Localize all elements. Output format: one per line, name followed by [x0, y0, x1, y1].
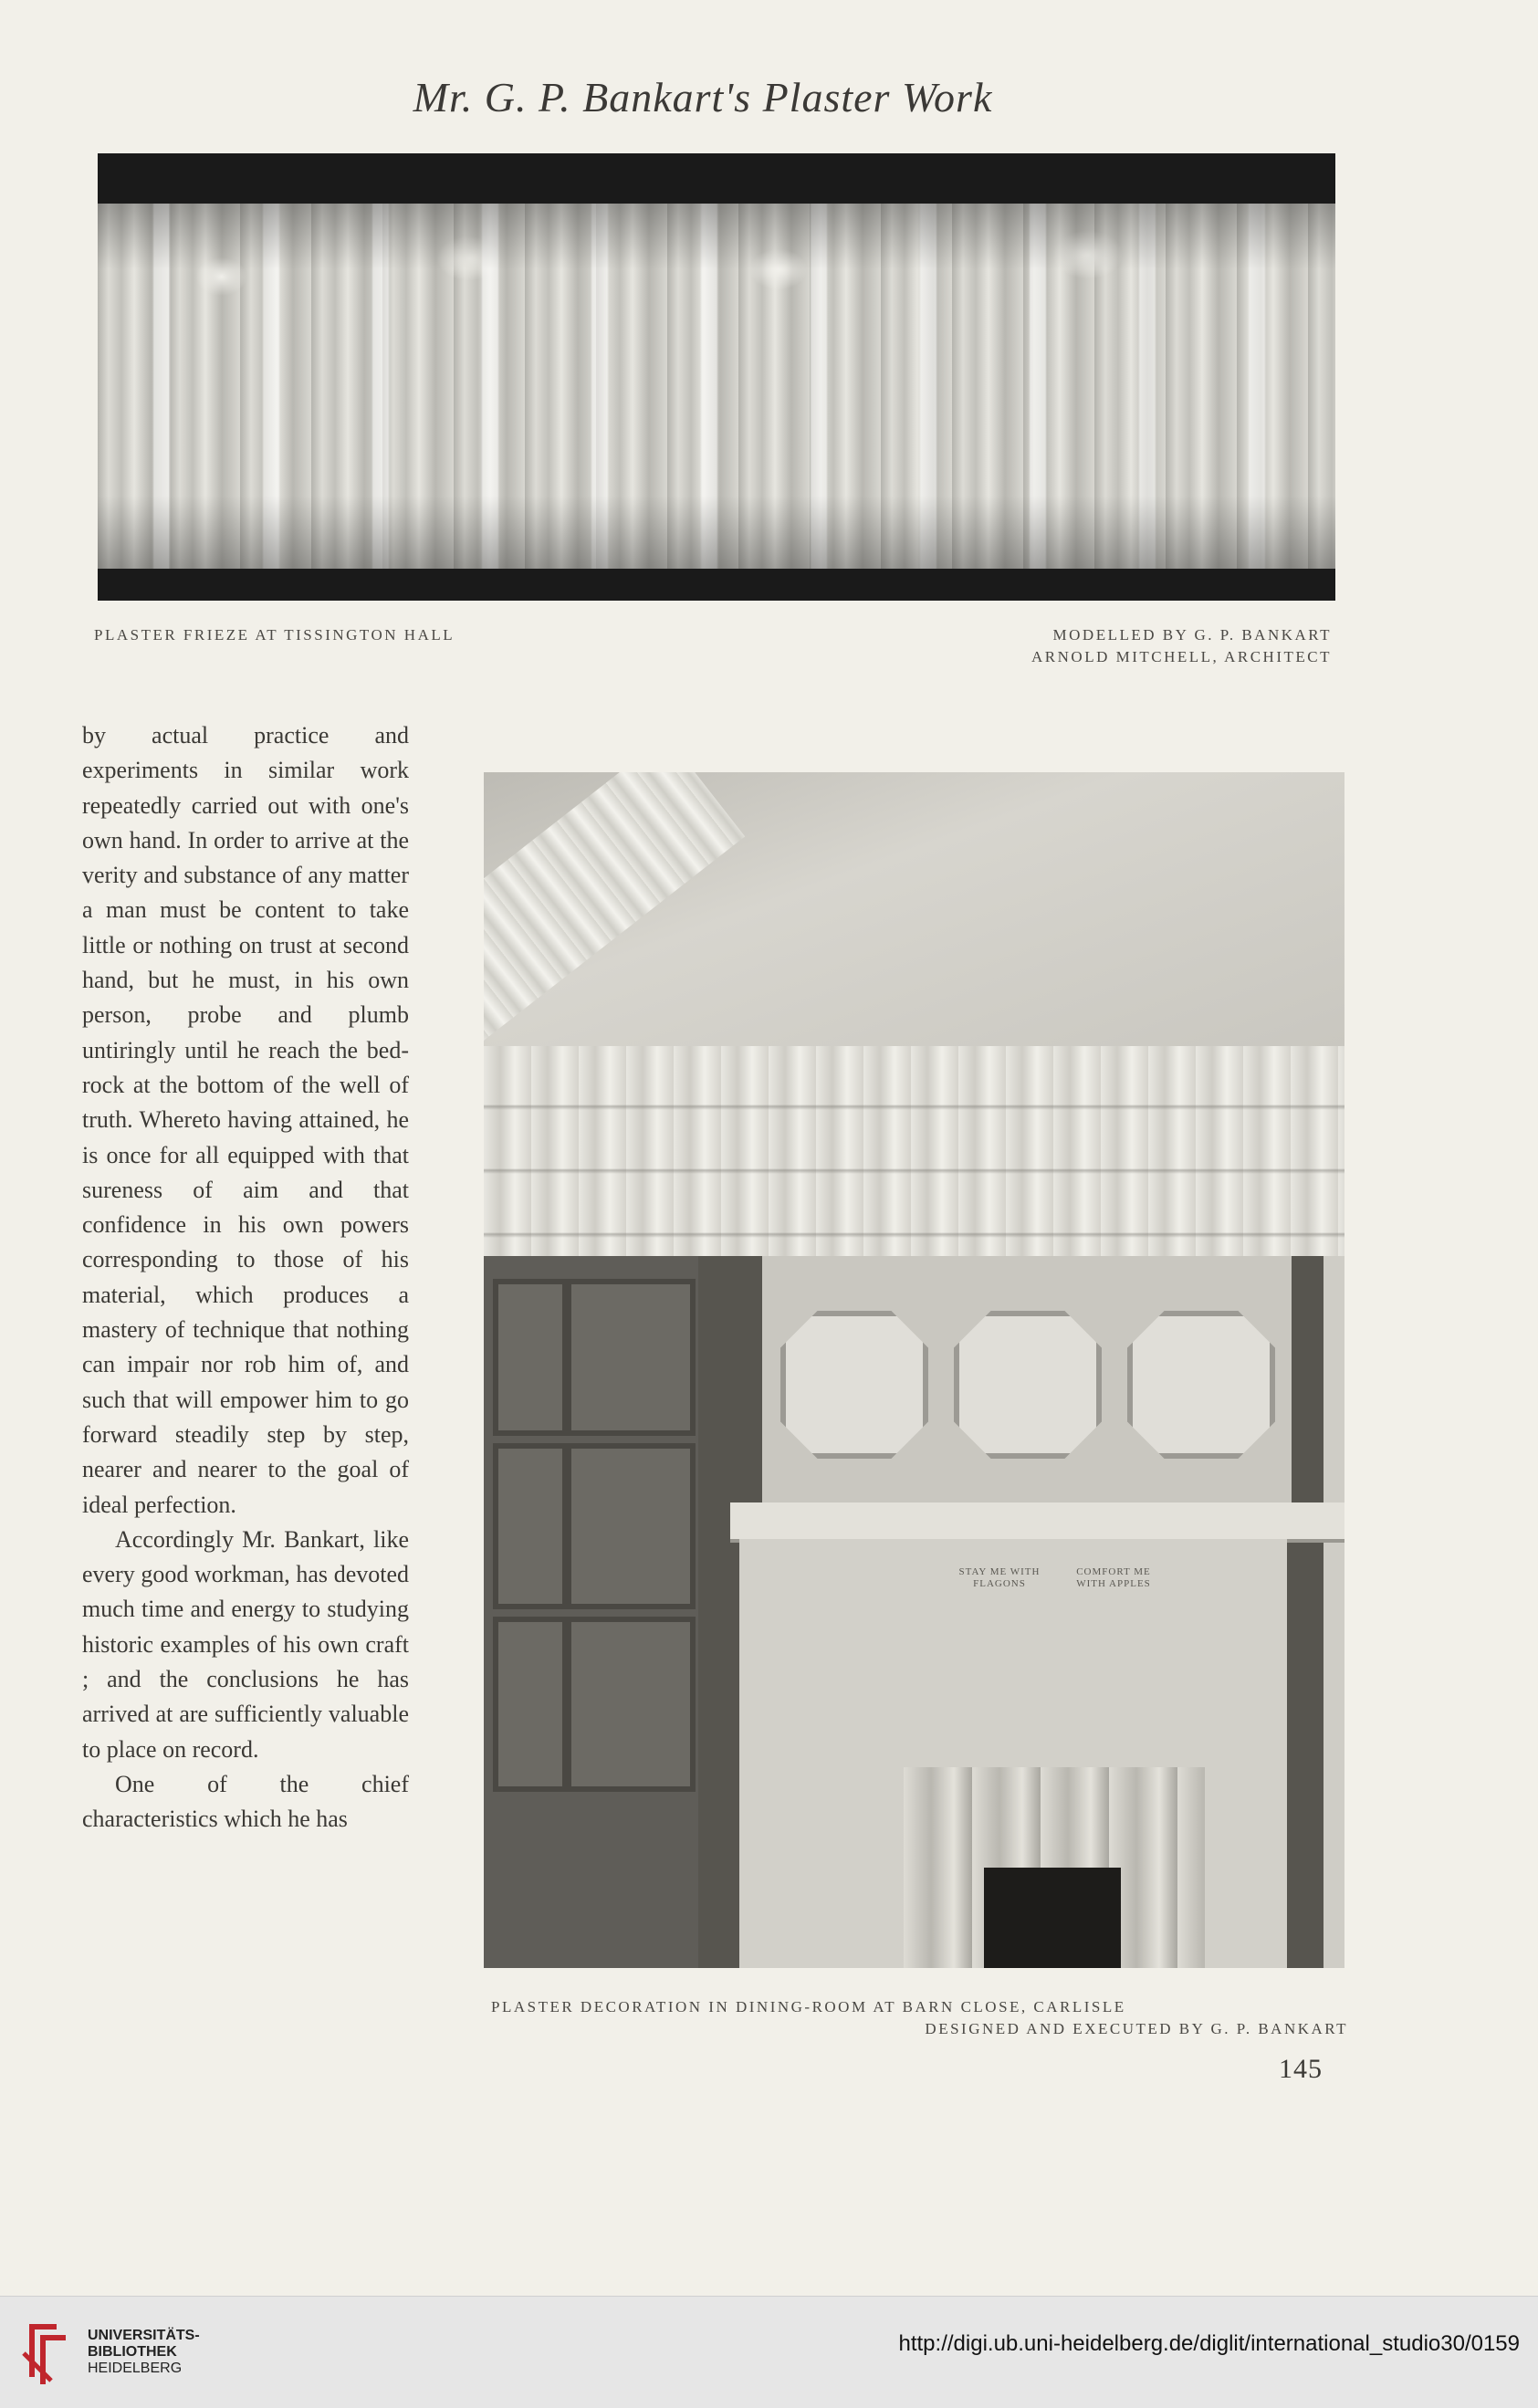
wall-panel: [493, 1279, 568, 1436]
library-name: [88, 2328, 200, 2377]
cornice-bands: [484, 1046, 1344, 1256]
library-name-line-2: BIBLIOTHEK: [88, 2344, 177, 2360]
running-title: Mr. G. P. Bankart's Plaster Work: [413, 74, 993, 120]
body-paragraph-2: Accordingly Mr. Bankart, like every good workman, has devoted much time and energy to studying historic examples of his own craft ; and the conclusions he has arrived at are sufficiently valuable to place on record.: [82, 1525, 409, 1763]
frieze-photograph: [98, 153, 1335, 601]
mirror-right: [1127, 1311, 1275, 1459]
body-text-column: [82, 718, 409, 1837]
wall-panel: [493, 1617, 568, 1792]
interior-caption-title: PLASTER DECORATION IN DINING-ROOM AT BARN CLOSE, CARLISLE: [491, 1998, 1126, 2015]
permalink-url[interactable]: http://digi.ub.uni-heidelberg.de/diglit/international_studio30/0159: [898, 2331, 1520, 2356]
fire-grate: [984, 1868, 1121, 1968]
library-name-line-1: UNIVERSITÄTS-: [88, 2328, 200, 2343]
viewer-footer: [0, 2296, 1538, 2408]
overmantel: [762, 1256, 1292, 1502]
library-name-line-3: HEIDELBERG: [88, 2361, 183, 2376]
frieze-shading: [98, 204, 1335, 569]
body-paragraph-3: One of the chief characteristics which he has: [82, 1770, 409, 1833]
mirror-center: [954, 1311, 1102, 1459]
wall-panel: [566, 1443, 696, 1609]
wall-panel: [566, 1617, 696, 1792]
dining-room-photograph: [484, 772, 1344, 1968]
frieze-caption-modelled: MODELLED BY G. P. BANKART: [1052, 626, 1332, 644]
mirror-left: [780, 1311, 928, 1459]
wall-panel: [566, 1279, 696, 1436]
interior-caption-credit: DESIGNED AND EXECUTED BY G. P. BANKART: [925, 2020, 1348, 2037]
frieze-caption-architect: ARNOLD MITCHELL, ARCHITECT: [1031, 648, 1332, 665]
body-paragraph-1: by actual practice and experiments in similar work repeatedly carried out with one's own hand. In order to arrive at the verity and substance of any matter a man must be content to take little or nothing on trust at second hand, but he must, in his own person, probe and plumb untiringly until he reach the bed-rock at the bottom of the well of truth. Whereto having attained, he is once for all equipped with that sureness of aim and that confidence in his own powers corresponding to those of his material, which produces a mastery of technique that nothing can impair nor rob him of, and such that will empower him to go forward steadily step by step, nearer and nearer to the goal of ideal perfection.: [82, 722, 409, 1518]
sign-right: COMFORT ME WITH APPLES: [1076, 1566, 1151, 1589]
frieze-caption-right: [1031, 624, 1332, 668]
sign-left: STAY ME WITH FLAGONS: [958, 1566, 1041, 1589]
frieze-caption-left: PLASTER FRIEZE AT TISSINGTON HALL: [94, 626, 455, 644]
wall-panel: [493, 1443, 568, 1609]
ub-heidelberg-logo-icon: [20, 2317, 71, 2390]
page-number: 145: [1279, 2054, 1323, 2084]
mantelshelf: [730, 1502, 1344, 1543]
